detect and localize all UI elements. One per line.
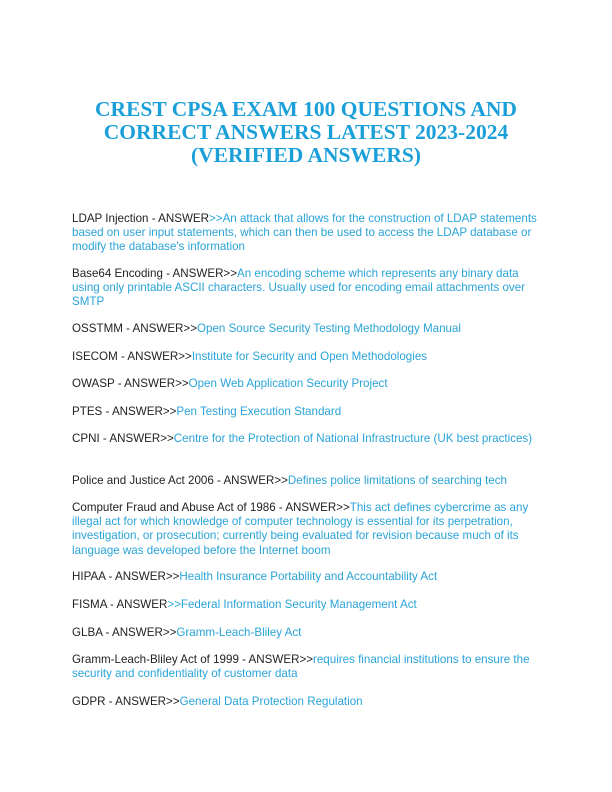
title-line-1: CREST CPSA EXAM 100 QUESTIONS AND	[95, 97, 517, 121]
answer: >>Federal Information Security Management Act	[167, 598, 417, 611]
answer: An encoding scheme which represents any binary data using only printable ASCII characters. Usually used for encoding email attachments over SMTP	[72, 267, 526, 309]
answer: This act defines cybercrime as any illegal act for which knowledge of computer technology is essential for its perpetration, investigation, or prosecution; currently being evaluated for revision because much of its language was developed before the Internet boom	[72, 501, 529, 557]
qa-entry-fisma	[72, 598, 542, 612]
answer: >>An attack that allows for the construction of LDAP statements based on user input statements, which can then be used to access the LDAP database or modify the database's information	[72, 212, 537, 254]
question: GDPR - ANSWER>>	[72, 695, 180, 708]
question: GLBA - ANSWER>>	[72, 626, 177, 639]
answer: Health Insurance Portability and Accountability Act	[179, 570, 438, 583]
question: Computer Fraud and Abuse Act of 1986 - ANSWER>>	[72, 501, 350, 514]
question: Gramm-Leach-Bliley Act of 1999 - ANSWER>>	[72, 653, 313, 666]
qa-entry-osstmm	[72, 322, 542, 336]
qa-entry-hipaa	[72, 570, 542, 584]
question: Police and Justice Act 2006 - ANSWER>>	[72, 474, 288, 487]
qa-entry-base64	[72, 267, 542, 310]
title-line-3: (VERIFIED ANSWERS)	[191, 143, 421, 167]
answer: General Data Protection Regulation	[179, 695, 363, 708]
question: CPNI - ANSWER>>	[72, 432, 174, 445]
title-line-2: CORRECT ANSWERS LATEST 2023-2024	[103, 120, 509, 144]
question: OWASP - ANSWER>>	[72, 377, 189, 390]
answer: Centre for the Protection of National Infrastructure (UK best practices)	[173, 432, 533, 445]
qa-entry-police-justice-act	[72, 474, 542, 488]
answer: Gramm-Leach-Bliley Act	[176, 626, 302, 639]
question: ISECOM - ANSWER>>	[72, 350, 192, 363]
question: Base64 Encoding - ANSWER>>	[72, 267, 237, 280]
qa-entry-cfaa	[72, 501, 542, 558]
qa-entry-gdpr	[72, 695, 542, 709]
answer: requires financial institutions to ensure the security and confidentiality of customer data	[72, 653, 530, 681]
question: PTES - ANSWER>>	[72, 405, 177, 418]
answer: Open Web Application Security Project	[188, 377, 388, 390]
qa-entry-glba	[72, 626, 542, 640]
question: LDAP Injection - ANSWER	[72, 212, 210, 225]
qa-entry-cpni	[72, 432, 542, 446]
question: HIPAA - ANSWER>>	[72, 570, 180, 583]
qa-entry-ldap-injection	[72, 212, 542, 255]
question: OSSTMM - ANSWER>>	[72, 322, 197, 335]
qa-entry-ptes	[72, 405, 542, 419]
answer: Pen Testing Execution Standard	[176, 405, 342, 418]
qa-entry-glba-1999	[72, 653, 542, 681]
answer: Open Source Security Testing Methodology Manual	[196, 322, 462, 335]
qa-entry-owasp	[72, 377, 542, 391]
document-title	[60, 98, 552, 167]
qa-entry-isecom	[72, 350, 542, 364]
answer: Institute for Security and Open Methodologies	[191, 350, 428, 363]
answer: Defines police limitations of searching tech	[287, 474, 507, 487]
question: FISMA - ANSWER	[72, 598, 168, 611]
